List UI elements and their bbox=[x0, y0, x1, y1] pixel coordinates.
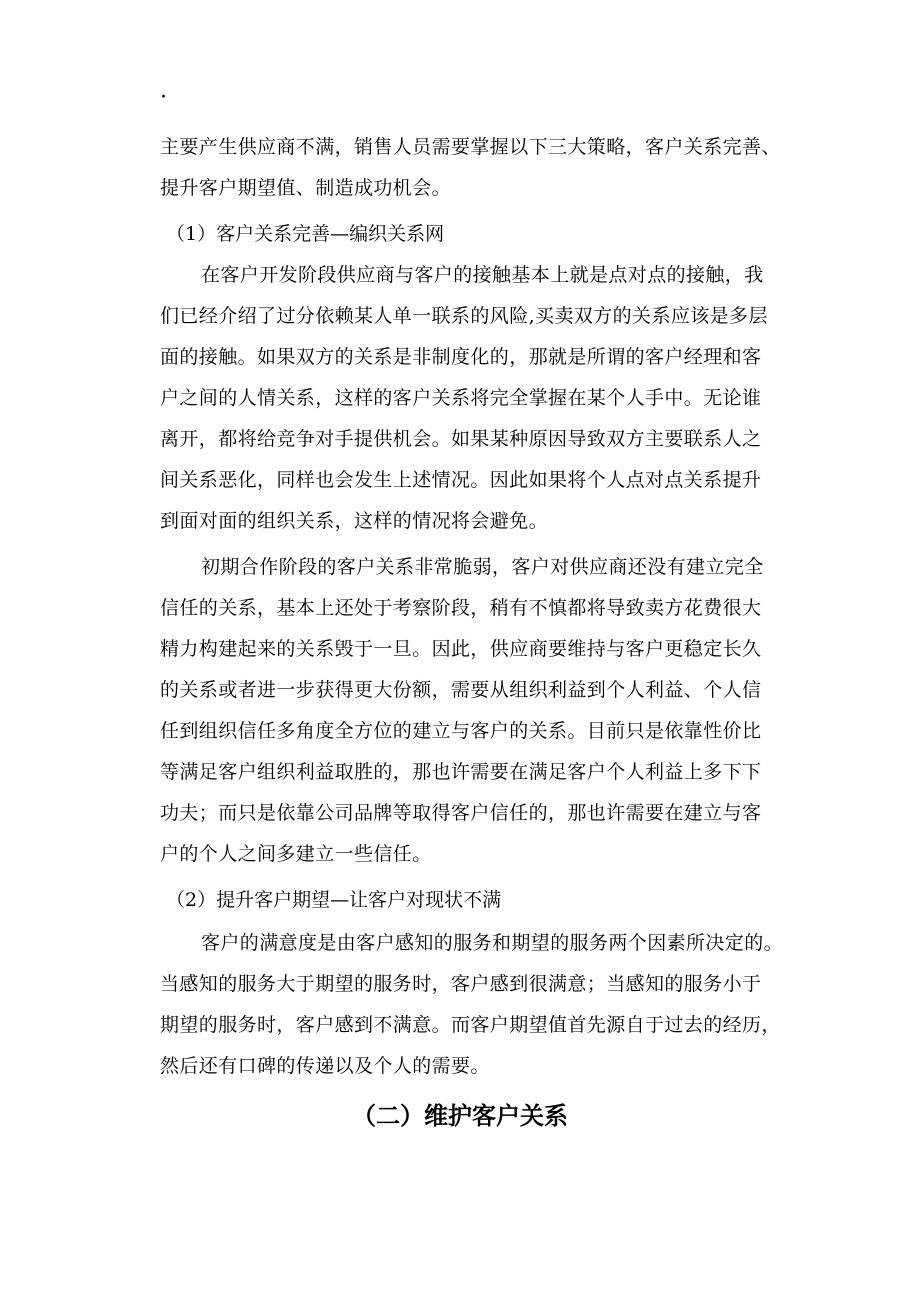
paragraph-2 bbox=[160, 547, 770, 875]
section-heading: （二）维护客户关系 bbox=[352, 1102, 568, 1130]
intro-paragraph bbox=[160, 127, 781, 209]
text-line: 户的个人之间多建立一些信任。 bbox=[160, 843, 432, 865]
page-marker: · bbox=[160, 85, 167, 110]
text-line: 离开，都将给竞争对手提供机会。如果某种原因导致双方主要联系人之 bbox=[160, 428, 762, 450]
text-line: 信任的关系，基本上还处于考察阶段，稍有不慎都将导致卖方花费很大 bbox=[160, 597, 762, 619]
text-line: 精力构建起来的关系毁于一旦。因此，供应商要维持与客户更稳定长久 bbox=[160, 638, 762, 660]
text-line: 初期合作阶段的客户关系非常脆弱，客户对供应商还没有建立完全 bbox=[201, 556, 764, 578]
text-line: 等满足客户组织利益取胜的，那也许需要在满足客户个人利益上多下下 bbox=[160, 761, 762, 783]
text-line: 户之间的人情关系，这样的客户关系将完全掌握在某个人手中。无论谁 bbox=[160, 387, 762, 409]
text-line: 间关系恶化，同样也会发生上述情况。因此如果将个人点对点关系提升 bbox=[160, 469, 762, 491]
text-line: 当感知的服务大于期望的服务时，客户感到很满意；当感知的服务小于 bbox=[160, 973, 762, 995]
text-line: 在客户开发阶段供应商与客户的接触基本上就是点对点的接触，我 bbox=[201, 264, 764, 286]
text-line: 的关系或者进一步获得更大份额，需要从组织利益到个人利益、个人信 bbox=[160, 679, 762, 701]
paragraph-3 bbox=[160, 923, 784, 1087]
text-line: 主要产生供应商不满，销售人员需要掌握以下三大策略，客户关系完善、 bbox=[160, 136, 781, 158]
text-line: 提升客户期望值、制造成功机会。 bbox=[160, 177, 452, 199]
item-1-title: （1）客户关系完善—编织关系网 bbox=[166, 223, 445, 245]
text-line: 面的接触。如果双方的关系是非制度化的，那就是所谓的客户经理和客 bbox=[160, 346, 762, 368]
text-line: 到面对面的组织关系，这样的情况将会避免。 bbox=[160, 510, 549, 532]
item-2-title: （2）提升客户期望—让客户对现状不满 bbox=[166, 889, 502, 911]
paragraph-1 bbox=[160, 255, 770, 542]
text-line: 客户的满意度是由客户感知的服务和期望的服务两个因素所决定的。 bbox=[201, 932, 784, 954]
text-line: 功夫；而只是依靠公司品牌等取得客户信任的，那也许需要在建立与客 bbox=[160, 802, 762, 824]
text-line: 们已经介绍了过分依赖某人单一联系的风险,买卖双方的关系应该是多层 bbox=[160, 305, 768, 327]
text-line: 然后还有口碑的传递以及个人的需要。 bbox=[160, 1055, 490, 1077]
text-line: 任到组织信任多角度全方位的建立与客户的关系。目前只是依靠性价比 bbox=[160, 720, 762, 742]
text-line: 期望的服务时，客户感到不满意。而客户期望值首先源自于过去的经历， bbox=[160, 1014, 781, 1036]
